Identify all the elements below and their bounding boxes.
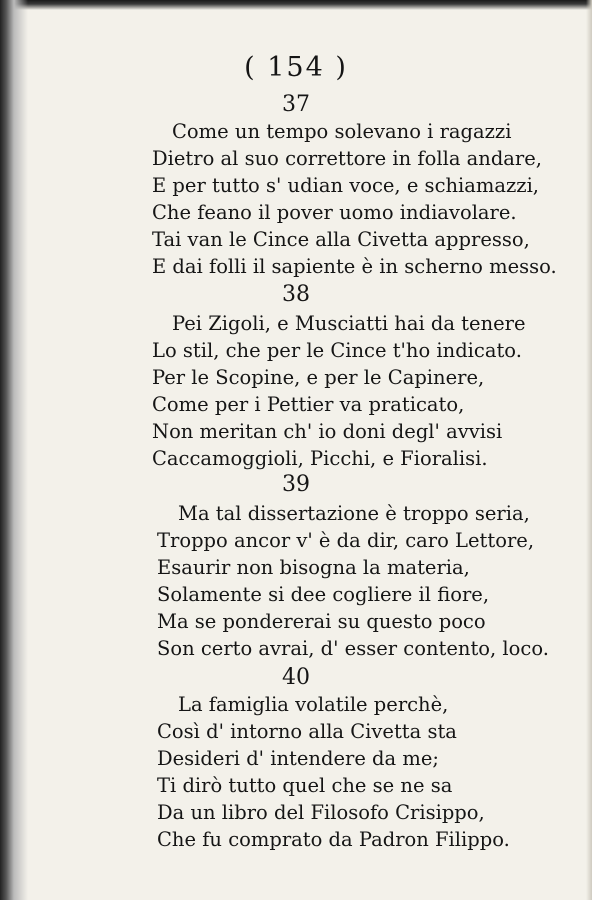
verse-line: Troppo ancor v' è da dir, caro Lettore, (157, 529, 535, 552)
verse-line: E per tutto s' udian voce, e schiamazzi, (152, 174, 540, 197)
stanza-number: 40 (282, 665, 310, 690)
page-number: ( 154 ) (244, 52, 348, 83)
verse-line: Come un tempo solevano i ragazzi (172, 120, 512, 143)
verse-line: Ma se pondererai su questo poco (157, 610, 486, 633)
verse-line: Solamente si dee cogliere il fiore, (157, 583, 490, 606)
verse-line: Caccamoggioli, Picchi, e Fioralisi. (152, 447, 488, 470)
verse-line: Ma tal dissertazione è troppo seria, (178, 502, 530, 525)
verse-line: Come per i Pettier va praticato, (152, 393, 465, 416)
stanza-number: 39 (282, 472, 310, 497)
stanza-number: 37 (282, 92, 310, 117)
verse-line: Dietro al suo correttore in folla andare, (152, 147, 542, 170)
binding-shadow (0, 0, 28, 900)
verse-line: Che fu comprato da Padron Filippo. (157, 828, 510, 851)
page-right-edge (586, 0, 592, 900)
verse-line: Ti dirò tutto quel che se ne sa (157, 774, 453, 797)
stanza-number: 38 (282, 282, 310, 307)
verse-line: Lo stil, che per le Cince t'ho indicato. (152, 339, 522, 362)
verse-line: Tai van le Cince alla Civetta appresso, (152, 228, 530, 251)
verse-line: E dai folli il sapiente è in scherno messo. (152, 255, 557, 278)
verse-line: Da un libro del Filosofo Crisippo, (157, 801, 485, 824)
verse-line: Così d' intorno alla Civetta sta (157, 720, 457, 743)
page-top-edge (0, 0, 592, 10)
verse-line: Che feano il pover uomo indiavolare. (152, 201, 517, 224)
verse-line: Esaurir non bisogna la materia, (157, 556, 470, 579)
verse-line: Per le Scopine, e per le Capinere, (152, 366, 485, 389)
verse-line: Desideri d' intendere da me; (157, 747, 439, 770)
verse-line: Non meritan ch' io doni degl' avvisi (152, 420, 503, 443)
verse-line: Pei Zigoli, e Musciatti hai da tenere (172, 312, 526, 335)
verse-line: La famiglia volatile perchè, (178, 693, 449, 716)
verse-line: Son certo avrai, d' esser contento, loco. (157, 637, 549, 660)
